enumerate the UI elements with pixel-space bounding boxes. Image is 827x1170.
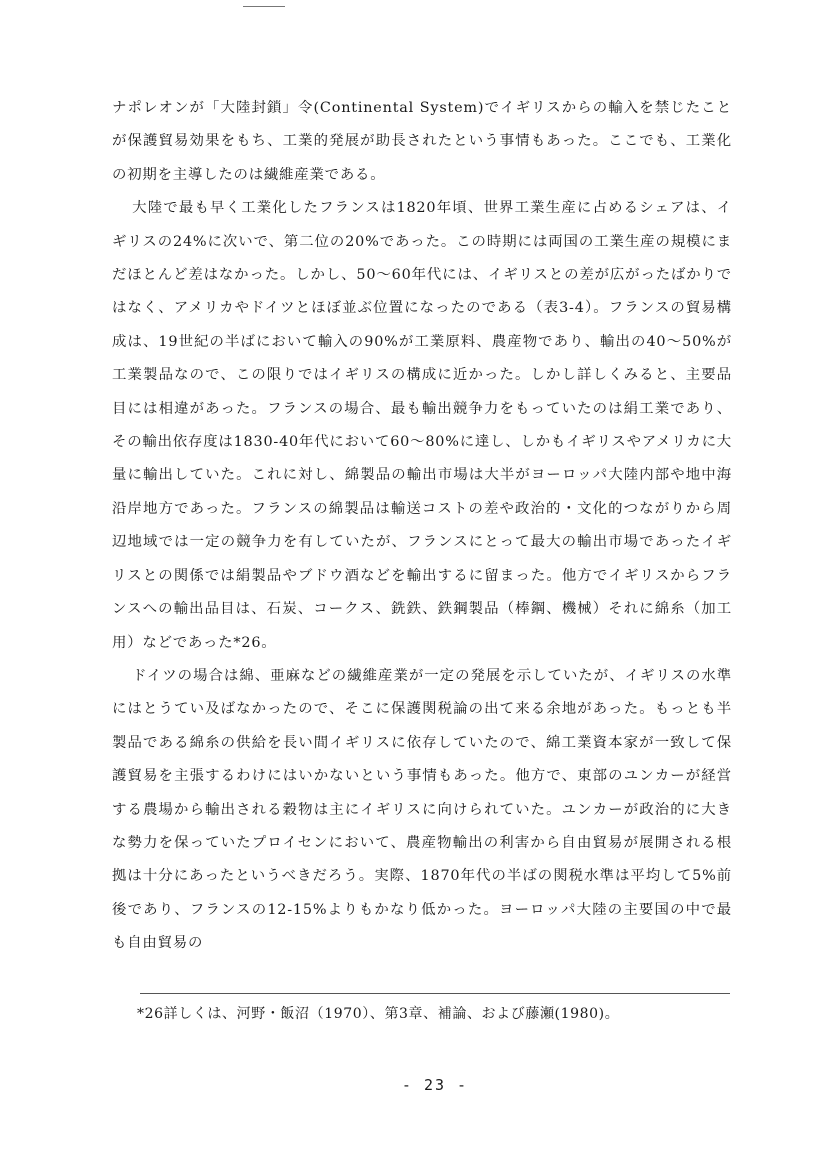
page-body <box>112 92 732 961</box>
paragraph-france: 大陸で最も早く工業化したフランスは1820年頃、世界工業生産に占めるシェアは、イギリスの24%に次いで、第二位の20%であった。この時期には両国の工業生産の規模にまだほとんど差はなかった。しかし、50～60年代には、イギリスとの差が広がったばかりではなく、アメリカやドイツとほぼ並ぶ位置になったのである（表3-4）。フランスの貿易構成は、19世紀の半ばにおいて輸入の90%が工業原料、農産物であり、輸出の40～50%が工業製品なので、この限りではイギリスの構成に近かった。しかし詳しくみると、主要品目には相違があった。フランスの場合、最も輸出競争力をもっていたのは絹工業であり、その輸出依存度は1830-40年代において60～80%に達し、しかもイギリスやアメリカに大量に輸出していた。これに対し、綿製品の輸出市場は大半がヨーロッパ大陸内部や地中海沿岸地方であった。フランスの綿製品は輸送コストの差や政治的・文化的つながりから周辺地域では一定の競争力を有していたが、フランスにとって最大の輸出市場であったイギリスとの関係では絹製品やブドウ酒などを輸出するに留まった。他方でイギリスからフランスへの輸出品目は、石炭、コークス、銑鉄、鉄鋼製品（棒鋼、機械）それに綿糸（加工用）などであった*26。 <box>112 200 732 651</box>
footnote-26: *26詳しくは、河野・飯沼（1970）、第3章、補論、および藤瀬(1980)。 <box>137 1006 620 1022</box>
page-number: - 23 - <box>401 1076 469 1094</box>
footnote-divider <box>140 993 730 994</box>
scan-artifact-line <box>243 6 285 7</box>
paragraph-germany: ドイツの場合は綿、亜麻などの繊維産業が一定の発展を示していたが、イギリスの水準にはとうてい及ばなかったので、そこに保護関税論の出て来る余地があった。もっとも半製品である綿糸の供給を長い間イギリスに依存していたので、綿工業資本家が一致して保護貿易を主張するわけにはいかないという事情もあった。他方で、東部のユンカーが経営する農場から輸出される穀物は主にイギリスに向けられていた。ユンカーが政治的に大きな勢力を保っていたプロイセンにおいて、農産物輸出の利害から自由貿易が展開される根拠は十分にあったというべきだろう。実際、1870年代の半ばの関税水準は平均して5%前後であり、フランスの12-15%よりもかなり低かった。ヨーロッパ大陸の主要国の中で最も自由貿易の <box>112 667 732 952</box>
paragraph-continental-system: ナポレオンが「大陸封鎖」令(Continental System)でイギリスからの輸入を禁じたことが保護貿易効果をもち、工業的発展が助長されたという事情もあった。ここでも、工業化の初期を主導したのは繊維産業である。 <box>112 100 732 183</box>
